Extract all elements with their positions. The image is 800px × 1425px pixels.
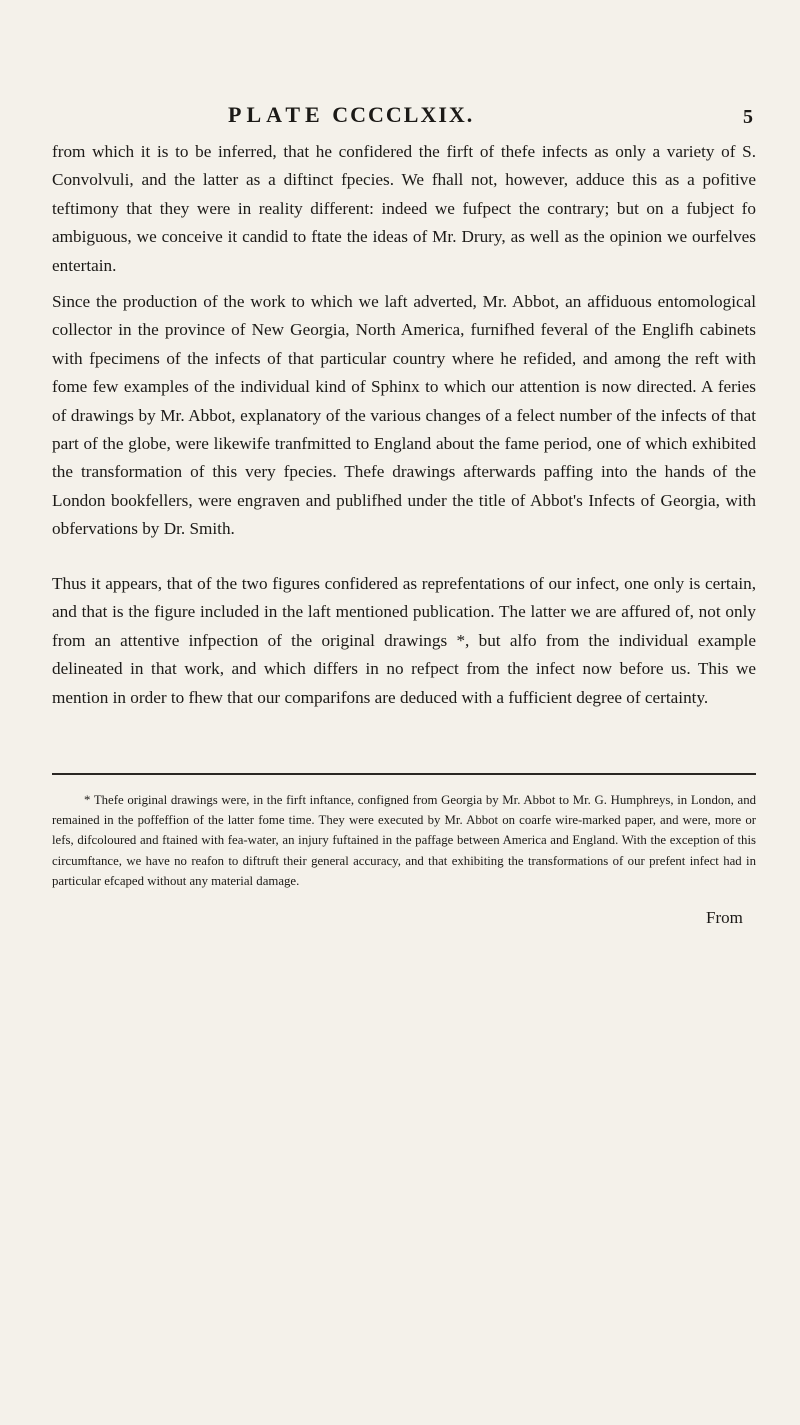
header-plate-word: PLATE xyxy=(228,102,325,127)
header-plate-number: CCCCLXIX. xyxy=(332,102,475,127)
paragraph-3: Thus it appears, that of the two figures confidered as reprefentations of our infect, one only is certain, and that is the figure included in the laft mentioned publication. The latter we are affured of, not only from an attentive infpection of the original drawings *, but alfo from the individual example delineated in that work, and which differs in no refpect from the infect now before us. This we mention in order to fhew that our comparifons are deduced with a fufficient degree of certainty. xyxy=(52,574,756,707)
paragraph-2: Since the production of the work to which we laft adverted, Mr. Abbot, an affiduous entomological collector in the province of New Georgia, North America, furnifhed feveral of the Englifh cabinets with fpecimens of the infects of that particular country where he refided, and among the reft with fome few examples of the individual kind of Sphinx to which our attention is now directed. A feries of drawings by Mr. Abbot, explanatory of the various changes of a felect number of the infects of that part of the globe, were likewife tranfmitted to England about the fame period, one of which exhibited the transformation of this very fpecies. Thefe drawings afterwards paffing into the hands of the London bookfellers, were engraven and publifhed under the title of Abbot's Infects of Georgia, with obfervations by Dr. Smith. xyxy=(52,292,756,539)
catchword: From xyxy=(706,908,743,927)
running-header xyxy=(228,102,568,128)
paragraph-1: from which it is to be inferred, that he confidered the firft of thefe infects as only a variety of S. Convolvuli, and the latter as a diftinct fpecies. We fhall not, however, adduce this as a pofitive teftimony that they were in reality different: indeed we fufpect the contrary; but on a fubject fo ambiguous, we conceive it candid to ftate the ideas of Mr. Drury, as well as the opinion we ourfelves entertain. xyxy=(52,142,756,275)
footnote: * Thefe original drawings were, in the firft inftance, configned from Georgia by Mr. Abbot to Mr. G. Humphreys, in London, and remained in the poffeffion of the latter fome time. They were executed by Mr. Abbot on coarfe wire-marked paper, and were, more or lefs, difcoloured and ftained with fea-water, an injury fuftained in the paffage between America and England. With the exception of this circumftance, we have no reafon to diftruft their general accuracy, and that exhibiting the transformations of our prefent infect had in particular efcaped without any material damage. xyxy=(52,793,756,888)
footnote-divider xyxy=(52,773,756,775)
page-number: 5 xyxy=(743,106,753,128)
